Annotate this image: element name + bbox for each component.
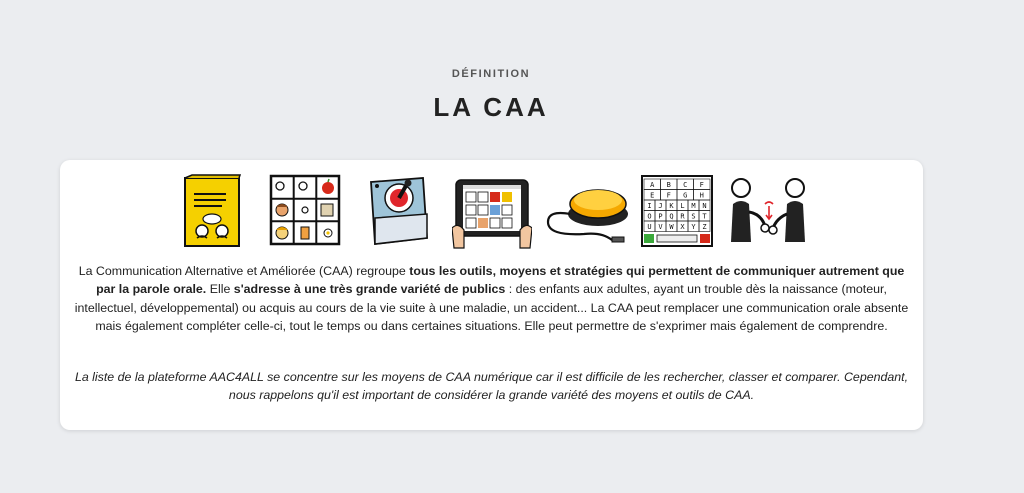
- paragraph-bold-1: tous les outils, moyens et stratégies qui permettent de communiquer autrement que par la parole orale.: [96, 264, 905, 297]
- letter-glyph: H: [699, 191, 704, 200]
- notebook-icon: [182, 174, 244, 250]
- letter-glyph: S: [691, 212, 696, 221]
- section-eyebrow: DÉFINITION: [451, 68, 531, 80]
- letter-glyph: P: [658, 212, 663, 221]
- definition-paragraph: [72, 262, 911, 335]
- letter-glyph: B: [666, 181, 671, 189]
- letter-glyph: Q: [669, 212, 674, 221]
- letter-glyph: F: [666, 191, 671, 200]
- letter-glyph: K: [669, 202, 674, 210]
- paragraph-text-1: La Communication Alternative et Améliorée (CAA) regroupe: [78, 264, 410, 278]
- letter-glyph: T: [702, 212, 707, 221]
- definition-card: [60, 160, 923, 430]
- sign-language-icon: [727, 174, 809, 250]
- icon-row: [60, 174, 923, 254]
- letter-glyph: W: [669, 223, 674, 231]
- letter-glyph: L: [680, 202, 685, 210]
- letter-glyph: G: [683, 191, 688, 200]
- letter-glyph: E: [650, 191, 655, 200]
- letter-glyph: C: [683, 181, 688, 189]
- paragraph-text-3: : des enfants aux adultes, ayant un trouble dès la naissance (moteur, intellectuel, développemental) ou acquis au cours de la vie suite à une maladie, un accident... La CAA peut remplacer une communication orale absente mais également compléter celle-ci, tout le temps ou dans certaines situations. Elle peut permettre de s'exprimer mais également de comprendre.: [74, 282, 909, 333]
- symbol-grid-icon: [269, 174, 341, 246]
- letter-glyph: R: [680, 212, 685, 221]
- letter-glyph: F: [699, 181, 704, 189]
- joystick-icon: [365, 174, 431, 250]
- letter-glyph: X: [680, 223, 685, 231]
- page-title: LA CAA: [433, 92, 549, 122]
- letter-board-icon: [640, 174, 714, 248]
- letter-glyph: O: [647, 212, 652, 221]
- platform-note-paragraph: La liste de la plateforme AAC4ALL se concentre sur les moyens de CAA numérique car il est difficile de les rechercher, classer et comparer. Cependant, nous rappelons qu'il est important de considérer la grande variété des moyens et outils de CAA.: [74, 370, 909, 403]
- letter-glyph: V: [658, 223, 663, 231]
- switch-button-icon: [544, 174, 636, 250]
- letter-glyph: Z: [702, 223, 707, 231]
- letter-glyph: U: [647, 223, 652, 231]
- paragraph-text-2: Elle: [206, 282, 234, 297]
- letter-glyph: J: [658, 202, 663, 210]
- tablet-icon: [452, 174, 532, 250]
- paragraph-bold-2: s'adresse à une très grande variété de publics: [233, 282, 506, 297]
- letter-glyph: N: [702, 202, 707, 210]
- letter-glyph: A: [650, 181, 655, 189]
- letter-glyph: M: [691, 202, 696, 210]
- letter-glyph: Y: [691, 223, 696, 231]
- letter-glyph: I: [647, 202, 652, 210]
